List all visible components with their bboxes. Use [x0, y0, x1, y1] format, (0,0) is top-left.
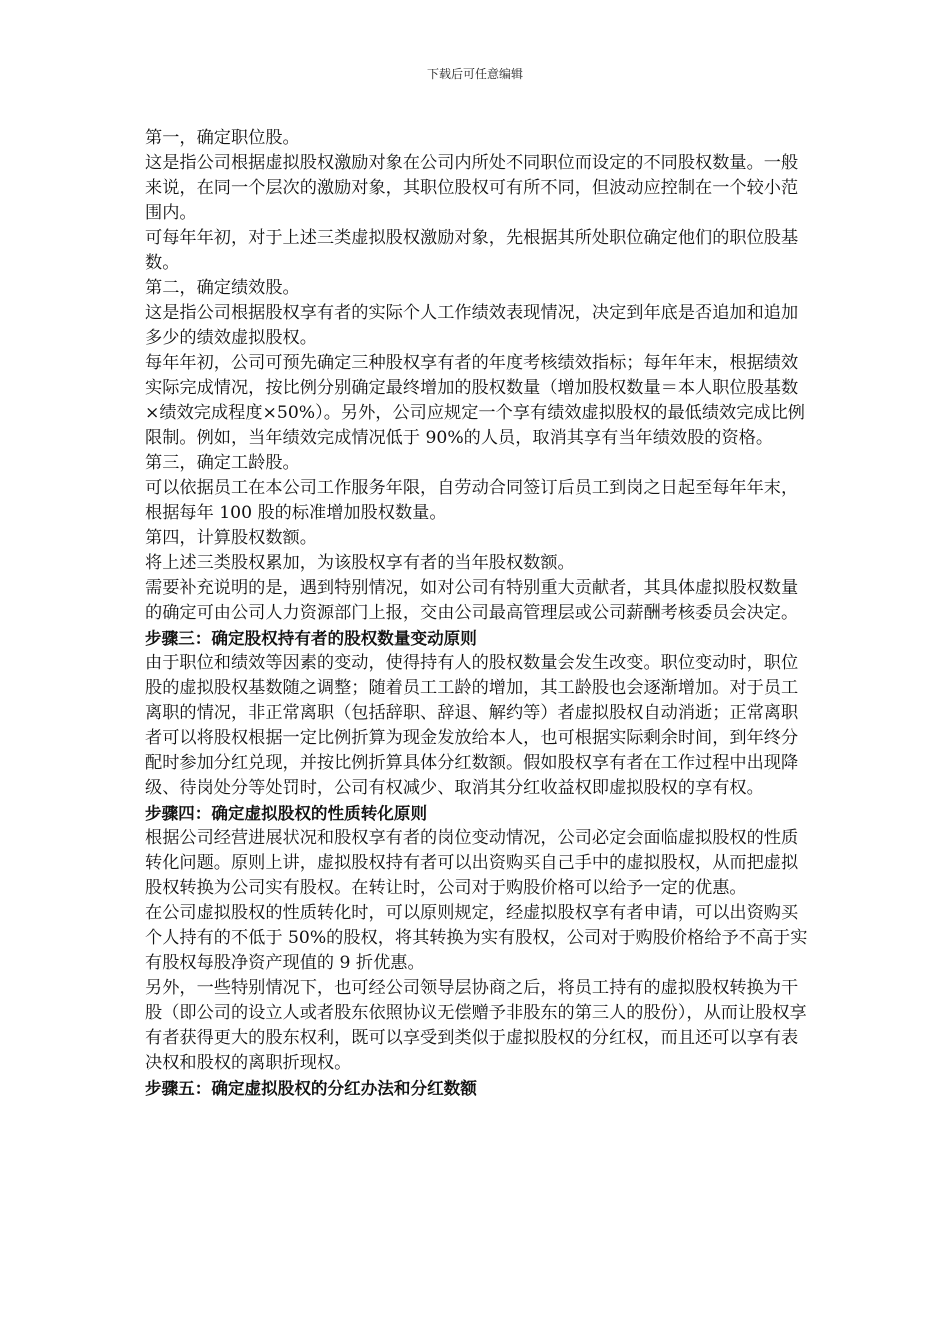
- paragraph: 每年年初，公司可预先确定三种股权享有者的年度考核绩效指标；每年年末，根据绩效实际完成情况，按比例分别确定最终增加的股权数量（增加股权数量＝本人职位股基数×绩效完成程度×50%）。另外，公司应规定一个享有绩效虚拟股权的最低绩效完成比例限制。例如，当年绩效完成情况低于 90%的人员，取消其享有当年绩效股的资格。: [145, 353, 805, 448]
- section-heading: 步骤三：确定股权持有者的股权数量变动原则: [145, 629, 477, 648]
- section-heading: 步骤四：确定虚拟股权的性质转化原则: [145, 804, 428, 823]
- paragraph: 这是指公司根据虚拟股权激励对象在公司内所处不同职位而设定的不同股权数量。一般来说，在同一个层次的激励对象，其职位股权可有所不同，但波动应控制在一个较小范围内。: [145, 153, 799, 223]
- section-heading: 步骤五：确定虚拟股权的分红办法和分红数额: [145, 1079, 477, 1098]
- document-body: [145, 126, 810, 1101]
- paragraph: 在公司虚拟股权的性质转化时，可以原则规定，经虚拟股权享有者申请，可以出资购买个人持有的不低于 50%的股权，将其转换为实有股权，公司对于购股价格给予不高于实有股权每股净资产现值的 9 折优惠。: [145, 903, 808, 973]
- paragraph: 第三，确定工龄股。: [145, 453, 300, 473]
- paragraph: 第一，确定职位股。: [145, 128, 300, 148]
- paragraph: 需要补充说明的是，遇到特别情况，如对公司有特别重大贡献者，其具体虚拟股权数量的确定可由公司人力资源部门上报，交由公司最高管理层或公司薪酬考核委员会决定。: [145, 578, 799, 623]
- page-header: 下载后可任意编辑: [426, 67, 523, 81]
- paragraph: 第四，计算股权数额。: [145, 528, 317, 548]
- paragraph: 这是指公司根据股权享有者的实际个人工作绩效表现情况，决定到年底是否追加和追加多少的绩效虚拟股权。: [145, 303, 799, 348]
- paragraph: 可以依据员工在本公司工作服务年限，自劳动合同签订后员工到岗之日起至每年年末，根据每年 100 股的标准增加股权数量。: [145, 478, 799, 523]
- paragraph: 可每年年初，对于上述三类虚拟股权激励对象，先根据其所处职位确定他们的职位股基数。: [145, 228, 799, 273]
- paragraph: 第二，确定绩效股。: [145, 278, 300, 298]
- paragraph: 另外，一些特别情况下，也可经公司领导层协商之后，将员工持有的虚拟股权转换为干股（即公司的设立人或者股东依照协议无偿赠予非股东的第三人的股份），从而让股权享有者获得更大的股东权利，既可以享受到类似于虚拟股权的分红权，而且还可以享有表决权和股权的离职折现权。: [145, 978, 807, 1073]
- paragraph: 由于职位和绩效等因素的变动，使得持有人的股权数量会发生改变。职位变动时，职位股的虚拟股权基数随之调整；随着员工工龄的增加，其工龄股也会逐渐增加。对于员工离职的情况，非正常离职（包括辞职、辞退、解约等）者虚拟股权自动消逝；正常离职者可以将股权根据一定比例折算为现金发放给本人，也可根据实际剩余时间，到年终分配时参加分红兑现，并按比例折算具体分红数额。假如股权享有者在工作过程中出现降级、待岗处分等处罚时，公司有权减少、取消其分红收益权即虚拟股权的享有权。: [145, 653, 799, 798]
- paragraph: 将上述三类股权累加，为该股权享有者的当年股权数额。: [145, 553, 575, 573]
- paragraph: 根据公司经营进展状况和股权享有者的岗位变动情况，公司必定会面临虚拟股权的性质转化问题。原则上讲，虚拟股权持有者可以出资购买自己手中的虚拟股权，从而把虚拟股权转换为公司实有股权。在转让时，公司对于购股价格可以给予一定的优惠。: [145, 828, 799, 898]
